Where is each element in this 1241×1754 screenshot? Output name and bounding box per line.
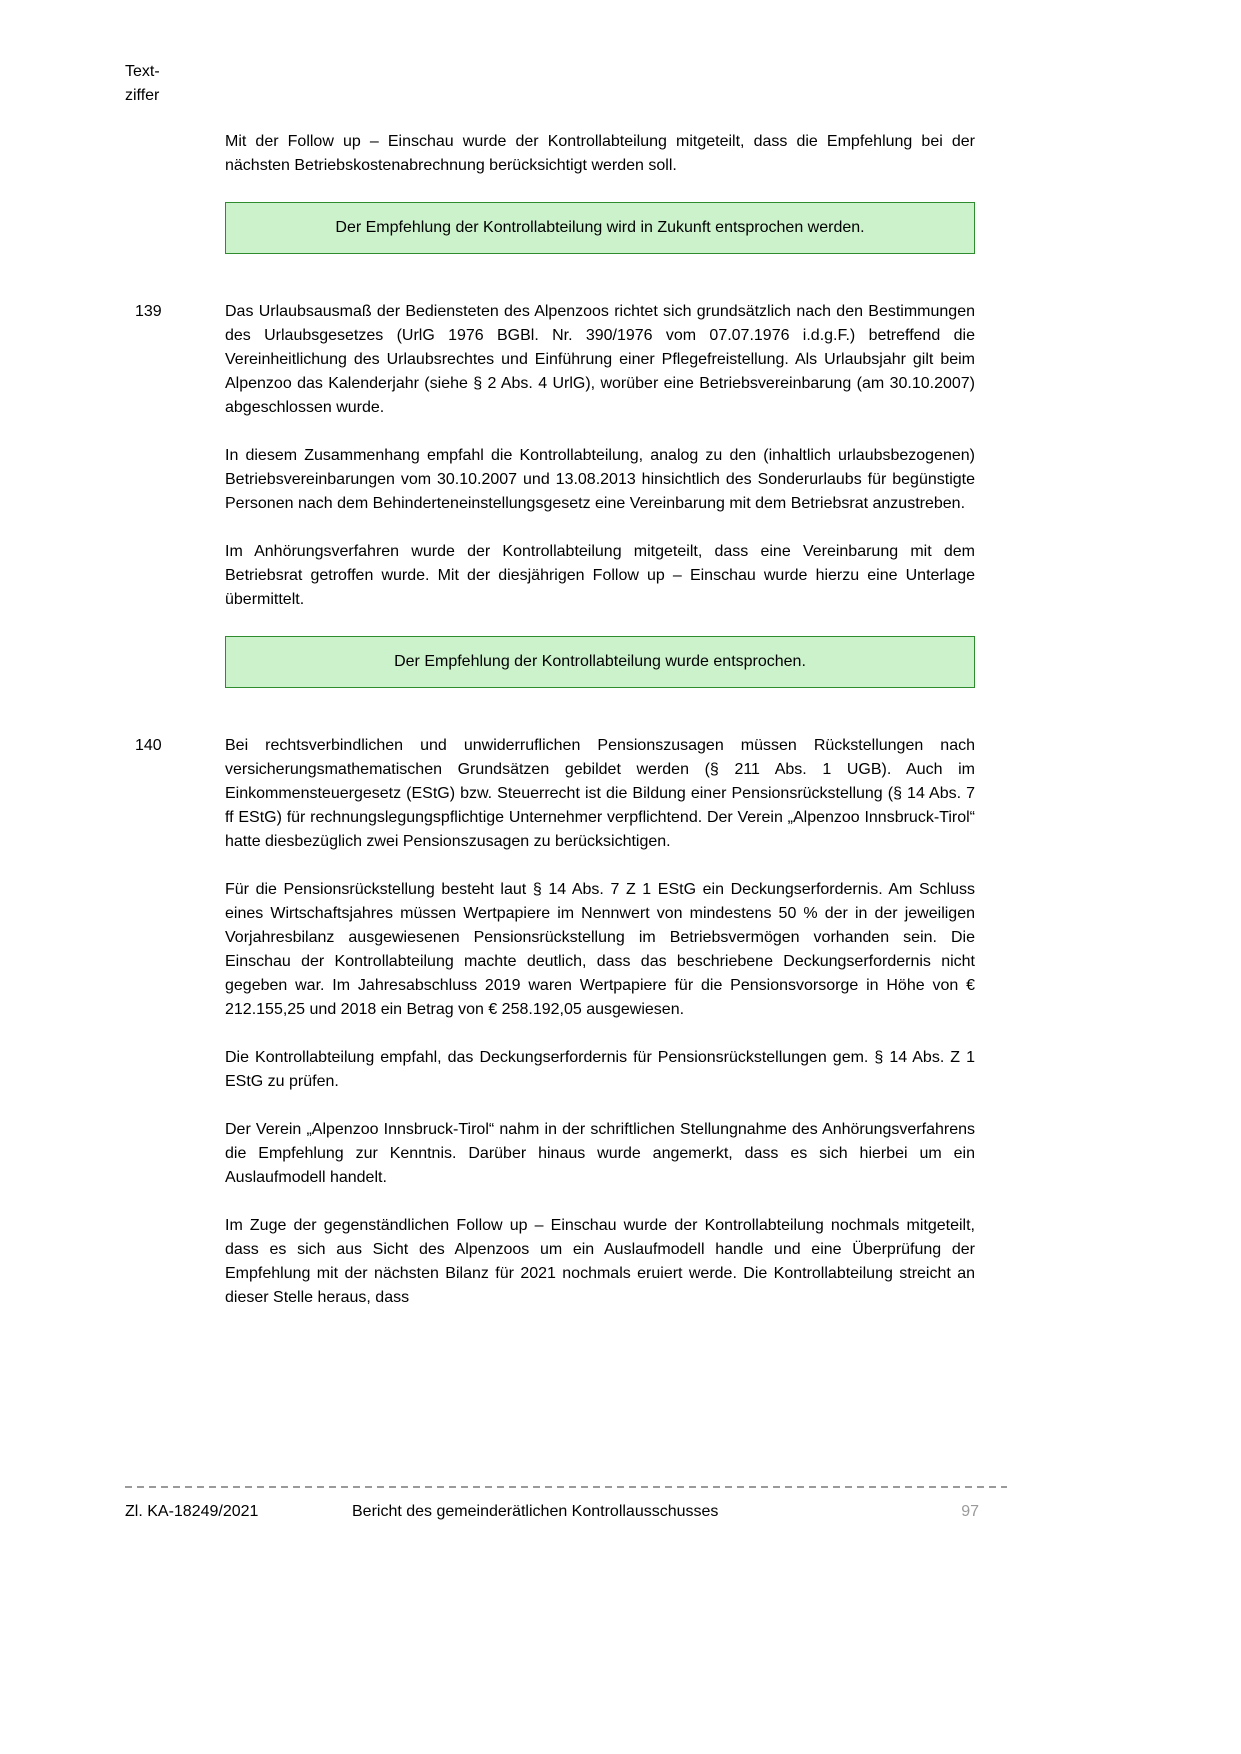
section-140: [135, 734, 975, 1310]
margin-column-heading: [125, 60, 160, 108]
margin-heading-line-1: Text-: [125, 63, 160, 80]
recommendation-box-2-text: Der Empfehlung der Kontrollabteilung wurde entsprochen.: [394, 653, 806, 670]
section-140-paragraph-4: Der Verein „Alpenzoo Innsbruck-Tirol“ nahm in der schriftlichen Stellungnahme des Anhörungsverfahrens die Empfehlung zur Kenntnis. Darüber hinaus wurde angemerkt, dass es sich hierbei um ein Auslaufmodell handelt.: [225, 1121, 975, 1186]
recommendation-box-2: [225, 636, 975, 688]
margin-heading-line-2: ziffer: [125, 87, 160, 104]
recommendation-box-1: [225, 202, 975, 254]
footer-row: [125, 1500, 1007, 1524]
section-140-paragraph-1: Bei rechtsverbindlichen und unwiderruflichen Pensionszusagen müssen Rückstellungen nach versicherungsmathematischen Grundsätzen gebildet werden (§ 211 Abs. 1 UGB). Auch im Einkommensteuergesetz (EStG) bzw. Steuerrecht ist die Bildung einer Pensionsrückstellung (§ 14 Abs. 7 ff EStG) für rechnungslegungspflichtige Unternehmer verpflichtend. Der Verein „Alpenzoo Innsbruck-Tirol“ hatte diesbezüglich zwei Pensionszusagen zu berücksichtigen.: [225, 737, 975, 850]
section-140-number: 140: [135, 737, 162, 754]
section-139-paragraph-3: Im Anhörungsverfahren wurde der Kontrollabteilung mitgeteilt, dass eine Vereinbarung mit dem Betriebsrat getroffen wurde. Mit der diesjährigen Follow up – Einschau wurde hierzu eine Unterlage übermittelt.: [225, 543, 975, 608]
section-139-paragraph-1: Das Urlaubsausmaß der Bediensteten des Alpenzoos richtet sich grundsätzlich nach den Bestimmungen des Urlaubsgesetzes (UrlG 1976 BGBl. Nr. 390/1976 vom 07.07.1976 i.d.g.F.) betreffend die Vereinheitlichung des Urlaubsrechtes und Einführung einer Pflegefreistellung. Als Urlaubsjahr gilt beim Alpenzoo das Kalenderjahr (siehe § 2 Abs. 4 UrlG), worüber eine Betriebsvereinbarung (am 30.10.2007) abgeschlossen wurde.: [225, 303, 975, 416]
section-139-number: 139: [135, 303, 162, 320]
footer-report-title: Bericht des gemeinderätlichen Kontrollausschusses: [352, 1503, 719, 1520]
footer-reference: Zl. KA-18249/2021: [125, 1503, 259, 1520]
footer-dashed-divider: [125, 1486, 1007, 1488]
page-footer: [125, 1486, 1007, 1524]
section-139: [135, 300, 975, 688]
section-140-paragraph-2: Für die Pensionsrückstellung besteht laut § 14 Abs. 7 Z 1 EStG ein Deckungserfordernis. Am Schluss eines Wirtschaftsjahres müssen Wertpapiere im Nennwert von mindestens 50 % der in der jeweiligen Vorjahresbilanz ausgewiesenen Pensionsrückstellung im Betriebsvermögen vorhanden sein. Die Einschau der Kontrollabteilung machte deutlich, dass das beschriebene Deckungserfordernis nicht gegeben war. Im Jahresabschluss 2019 waren Wertpapiere für die Pensionsvorsorge in Höhe von € 212.155,25 und 2018 ein Betrag von € 258.192,05 ausgewiesen.: [225, 881, 975, 1018]
footer-page-number: 97: [961, 1503, 979, 1520]
section-140-paragraph-5: Im Zuge der gegenständlichen Follow up – Einschau wurde der Kontrollabteilung nochmals mitgeteilt, dass es sich aus Sicht des Alpenzoos um ein Auslaufmodell handle und eine Überprüfung der Empfehlung mit der nächsten Bilanz für 2021 nochmals eruiert werde. Die Kontrollabteilung streicht an dieser Stelle heraus, dass: [225, 1217, 975, 1306]
section-139-paragraph-2: In diesem Zusammenhang empfahl die Kontrollabteilung, analog zu den (inhaltlich urlaubsbezogenen) Betriebsvereinbarungen vom 30.10.2007 und 13.08.2013 hinsichtlich des Sonderurlaubs für begünstigte Personen nach dem Behinderteneinstellungsgesetz eine Vereinbarung mit dem Betriebsrat anzustreben.: [225, 447, 975, 512]
section-140-paragraph-3: Die Kontrollabteilung empfahl, das Deckungserfordernis für Pensionsrückstellungen gem. § 14 Abs. Z 1 EStG zu prüfen.: [225, 1049, 975, 1090]
intro-paragraph: Mit der Follow up – Einschau wurde der Kontrollabteilung mitgeteilt, dass die Empfehlung bei der nächsten Betriebskostenabrechnung berücksichtigt werden soll.: [225, 133, 975, 174]
content-column: [135, 130, 975, 1334]
recommendation-box-1-text: Der Empfehlung der Kontrollabteilung wird in Zukunft entsprochen werden.: [335, 219, 865, 236]
